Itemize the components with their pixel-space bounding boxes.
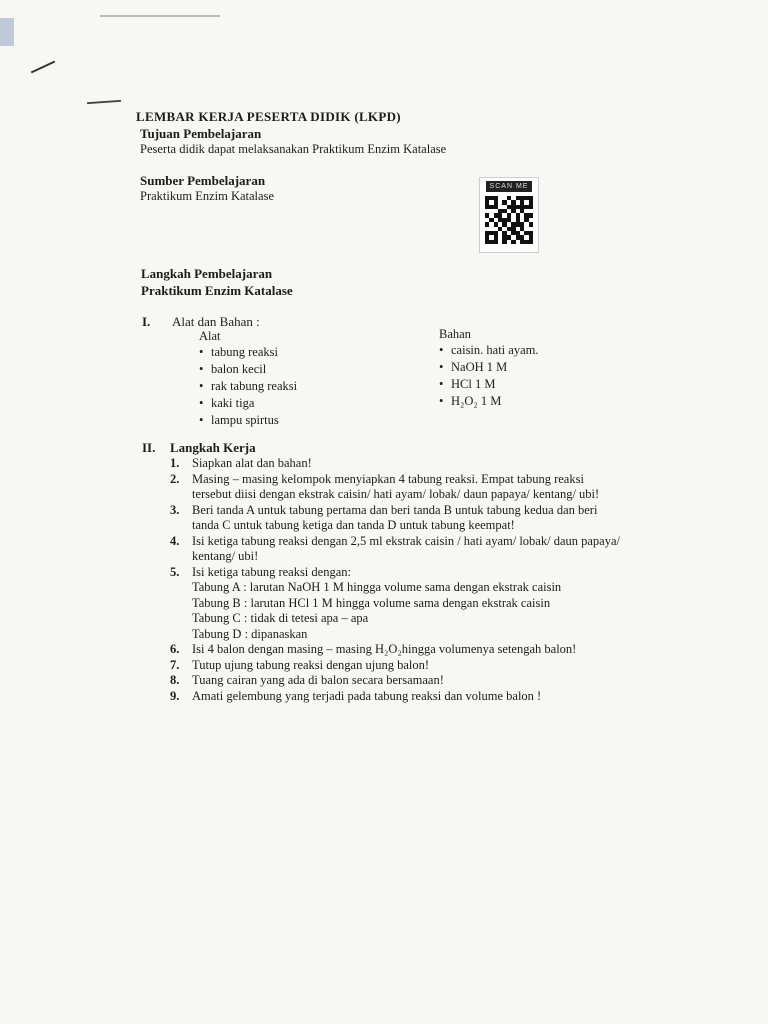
step-line <box>170 658 690 674</box>
step-line <box>170 689 690 705</box>
step-number: 6. <box>170 642 180 656</box>
bahan-list <box>439 342 538 410</box>
alat-item: • tabung reaksi <box>199 344 297 361</box>
langkah-heading: Langkah Pembelajaran <box>141 266 273 281</box>
step-item <box>170 456 690 472</box>
step-item <box>170 673 690 689</box>
step-number: 3. <box>170 502 180 517</box>
step-item <box>170 658 690 674</box>
step-number: 2. <box>170 471 180 486</box>
step-item <box>170 472 690 503</box>
step-item <box>170 503 690 534</box>
scan-mark-top <box>100 15 220 17</box>
section-1-header <box>142 314 260 329</box>
alat-heading: Alat <box>199 329 221 343</box>
step-line <box>170 534 690 550</box>
bahan-item: • H₂O₂ 1 M <box>439 393 538 410</box>
step-number: 5. <box>170 564 180 579</box>
pen-stroke-1 <box>31 61 55 74</box>
section-2-title: Langkah Kerja <box>170 440 256 455</box>
section-2-number: II. <box>142 440 156 455</box>
step-text: Isi ketiga tabung reaksi dengan: <box>192 564 351 579</box>
step-text: Beri tanda A untuk tabung pertama dan beri tanda B untuk tabung kedua dan beri <box>192 502 598 517</box>
steps-list <box>170 456 690 704</box>
alat-item: • balon kecil <box>199 361 297 378</box>
section-1-title: Alat dan Bahan : <box>172 314 260 329</box>
step-line <box>170 456 690 472</box>
scan-mark-corner <box>0 18 14 46</box>
step-line <box>170 503 690 519</box>
tujuan-heading: Tujuan Pembelajaran <box>140 126 262 141</box>
step-number: 7. <box>170 657 180 672</box>
qr-scan-label: SCAN ME <box>486 181 532 192</box>
step-line <box>170 642 690 658</box>
tujuan-text: Peserta didik dapat melaksanakan Praktikum Enzim Katalase <box>140 142 447 156</box>
alat-list <box>199 344 297 429</box>
langkah-subheading: Praktikum Enzim Katalase <box>141 283 293 298</box>
step-sub-item: Tabung A : larutan NaOH 1 M hingga volume sama dengan ekstrak caisin <box>192 580 562 594</box>
step-item <box>170 689 690 705</box>
section-1-number: I. <box>142 314 151 329</box>
step-sub-item: Tabung D : dipanaskan <box>192 626 308 641</box>
step-text: Amati gelembung yang terjadi pada tabung reaksi dan volume balon ! <box>192 688 542 703</box>
step-line <box>170 472 690 488</box>
qr-code-icon[interactable] <box>485 196 533 244</box>
step-text-continued: tanda C untuk tabung ketiga dan tanda D untuk tabung keempat! <box>192 518 515 532</box>
step-item <box>170 534 690 565</box>
step-text: Masing – masing kelompok menyiapkan 4 tabung reaksi. Empat tabung reaksi <box>192 471 584 486</box>
step-text: Isi 4 balon dengan masing – masing H₂O₂hingga volumenya setengah balon! <box>192 642 577 656</box>
section-2-header <box>142 440 256 455</box>
step-number: 8. <box>170 673 180 687</box>
qr-code-block[interactable] <box>479 177 539 253</box>
step-item <box>170 642 690 658</box>
alat-item: • rak tabung reaksi <box>199 378 297 395</box>
step-number: 1. <box>170 456 180 470</box>
step-sub-item: Tabung C : tidak di tetesi apa – apa <box>192 611 369 625</box>
step-text: Tuang cairan yang ada di balon secara bersamaan! <box>192 673 444 687</box>
step-item <box>170 565 690 643</box>
step-text: Siapkan alat dan bahan! <box>192 456 312 470</box>
alat-item: • kaki tiga <box>199 395 297 412</box>
step-line <box>170 673 690 689</box>
step-text-continued: tersebut diisi dengan ekstrak caisin/ hati ayam/ lobak/ daun papaya/ kentang/ ubi! <box>192 487 600 501</box>
alat-item: • lampu spirtus <box>199 412 297 429</box>
step-text-continued: kentang/ ubi! <box>192 549 259 563</box>
step-text: Isi ketiga tabung reaksi dengan 2,5 ml ekstrak caisin / hati ayam/ lobak/ daun papaya/ <box>192 533 620 548</box>
step-number: 4. <box>170 533 180 548</box>
pen-stroke-2 <box>87 100 121 104</box>
step-line <box>170 565 690 581</box>
step-sub-item: Tabung B : larutan HCl 1 M hingga volume sama dengan ekstrak caisin <box>192 595 551 610</box>
sumber-text: Praktikum Enzim Katalase <box>140 189 274 203</box>
sumber-heading: Sumber Pembelajaran <box>140 173 266 188</box>
page-title: LEMBAR KERJA PESERTA DIDIK (LKPD) <box>136 109 401 124</box>
bahan-item: • NaOH 1 M <box>439 359 538 376</box>
bahan-heading: Bahan <box>439 327 471 341</box>
step-text: Tutup ujung tabung reaksi dengan ujung balon! <box>192 657 430 672</box>
bahan-item: • caisin. hati ayam. <box>439 342 538 359</box>
step-number: 9. <box>170 688 180 703</box>
bahan-item: • HCl 1 M <box>439 376 538 393</box>
